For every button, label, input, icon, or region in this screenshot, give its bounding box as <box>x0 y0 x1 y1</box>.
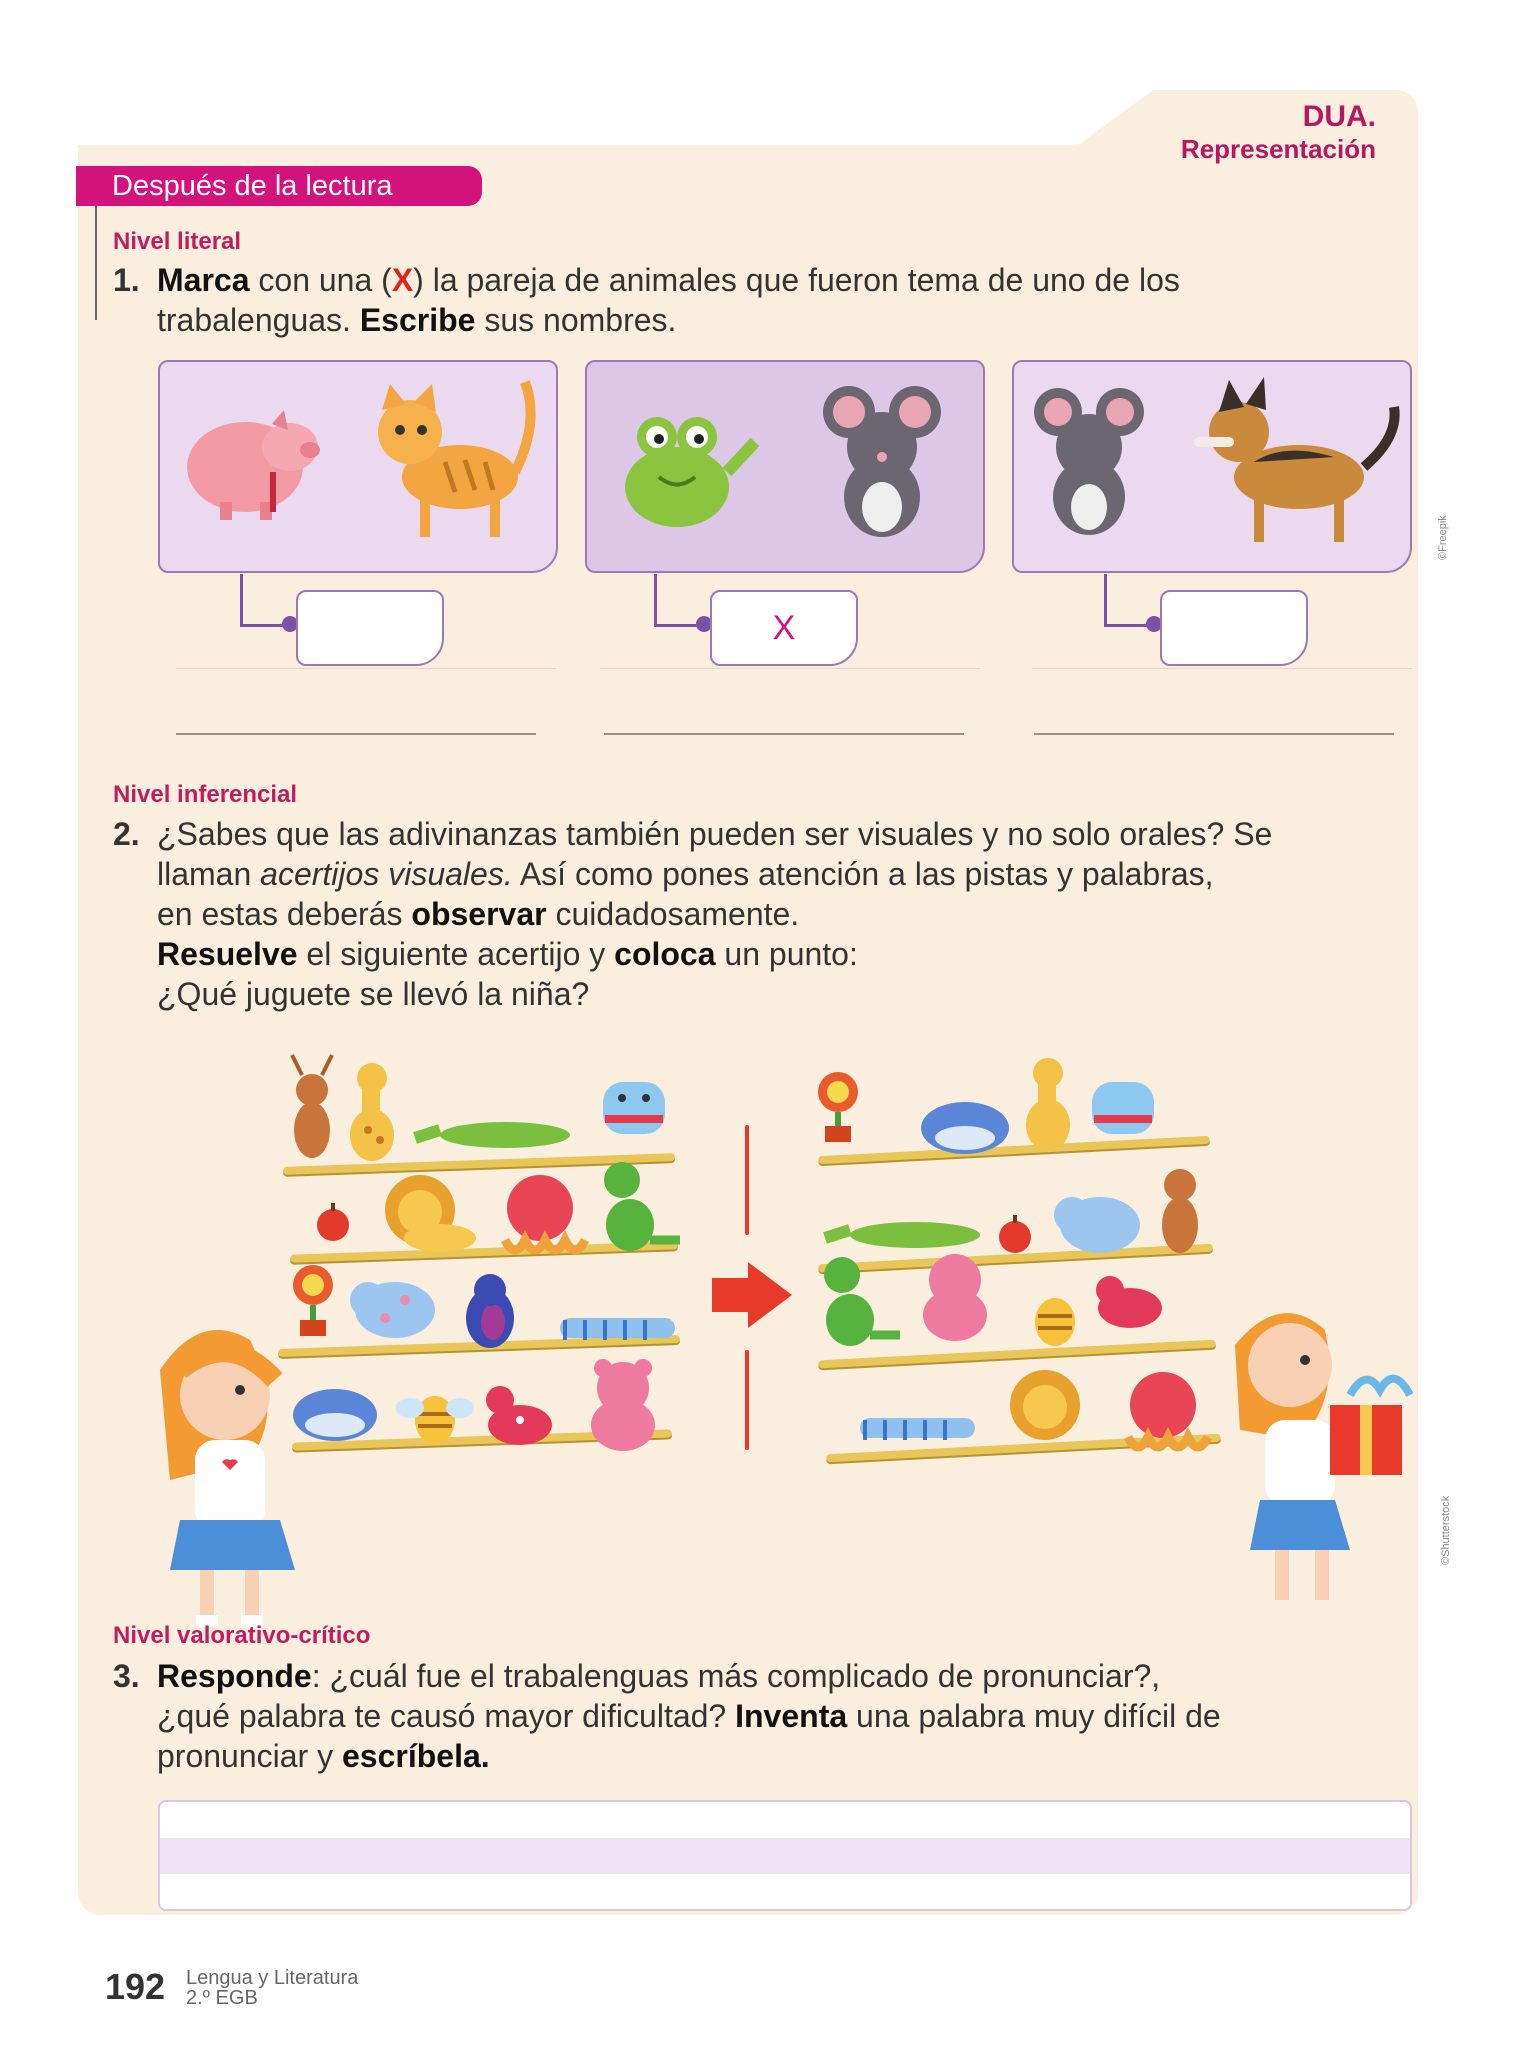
reindeer-toy <box>292 1055 332 1158</box>
bee-toy <box>396 1396 474 1444</box>
girl-thinking-illustration <box>160 1330 295 1627</box>
level-critical-heading: Nivel valorativo-crítico <box>113 1622 371 1649</box>
level-inferential-heading: Nivel inferencial <box>113 781 298 808</box>
lion-toy <box>385 1175 476 1252</box>
bear-toy <box>591 1359 655 1451</box>
dachshund-toy <box>560 1318 675 1340</box>
dachshund-toy <box>860 1418 975 1440</box>
crocodile-toy <box>415 1122 570 1148</box>
response-box[interactable] <box>158 1800 1412 1911</box>
giraffe-toy <box>350 1063 394 1161</box>
dinosaur-toy <box>604 1162 680 1251</box>
page-number: 192 <box>105 1966 166 2007</box>
arrow-head-icon <box>748 1262 792 1328</box>
arrow-icon <box>712 1278 750 1312</box>
crocodile-toy <box>825 1222 980 1248</box>
whale-toy <box>921 1102 1009 1154</box>
credit-freepik: ©Freepik <box>1437 515 1449 560</box>
credit-shutterstock: ©Shutterstock <box>1440 1495 1452 1565</box>
level-literal-heading: Nivel literal <box>113 228 242 255</box>
bear-toy <box>923 1254 987 1341</box>
penguin-toy <box>466 1274 514 1348</box>
elephant-toy <box>350 1282 435 1338</box>
question-2: 2. ¿Sabes que las adivinanzas también pueden ser visuales y no solo orales? Se llaman acertijos visuales. Así como pones atención a las pistas y palabras, en estas deberás observar cuidadosamente. Resuelve el siguiente acertijo y coloca un punto: ¿Qué juguete se llevó la niña? <box>113 816 1273 1012</box>
apple-toy <box>317 1203 349 1241</box>
flower-toy <box>293 1265 333 1336</box>
elephant-toy <box>1054 1197 1140 1253</box>
cat-toy <box>603 1082 665 1134</box>
footer-subject: Lengua y Literatura 2.º EGB <box>186 1967 359 2009</box>
answer-box-2[interactable]: X <box>710 590 858 666</box>
question-3: 3. Responde: ¿cuál fue el trabalenguas más complicado de pronunciar?, ¿qué palabra te causó mayor dificultad? Inventa una palabra muy difícil de pronunciar y escríbela. <box>113 1658 1221 1774</box>
lion-toy <box>1010 1370 1080 1440</box>
dua-label: DUA. Representación <box>1180 100 1376 164</box>
pegasus-toy <box>486 1386 552 1445</box>
whale-toy <box>293 1389 377 1441</box>
giraffe-toy <box>1026 1058 1070 1151</box>
octopus-toy <box>1128 1372 1208 1447</box>
apple-toy <box>999 1215 1031 1253</box>
girl-with-gift-illustration <box>1235 1313 1410 1600</box>
question-1: 1. Marca con una (X) la pareja de animales que fueron tema de uno de los trabalenguas. Escribe sus nombres. <box>113 262 1180 338</box>
octopus-toy <box>505 1175 585 1250</box>
reindeer-toy <box>1162 1169 1198 1253</box>
cat-toy <box>1092 1082 1154 1134</box>
bee-toy <box>1035 1298 1075 1346</box>
dinosaur-toy <box>824 1257 900 1346</box>
section-tab: Después de la lectura <box>76 166 482 206</box>
pegasus-toy <box>1096 1276 1162 1328</box>
flower-toy <box>818 1072 858 1142</box>
